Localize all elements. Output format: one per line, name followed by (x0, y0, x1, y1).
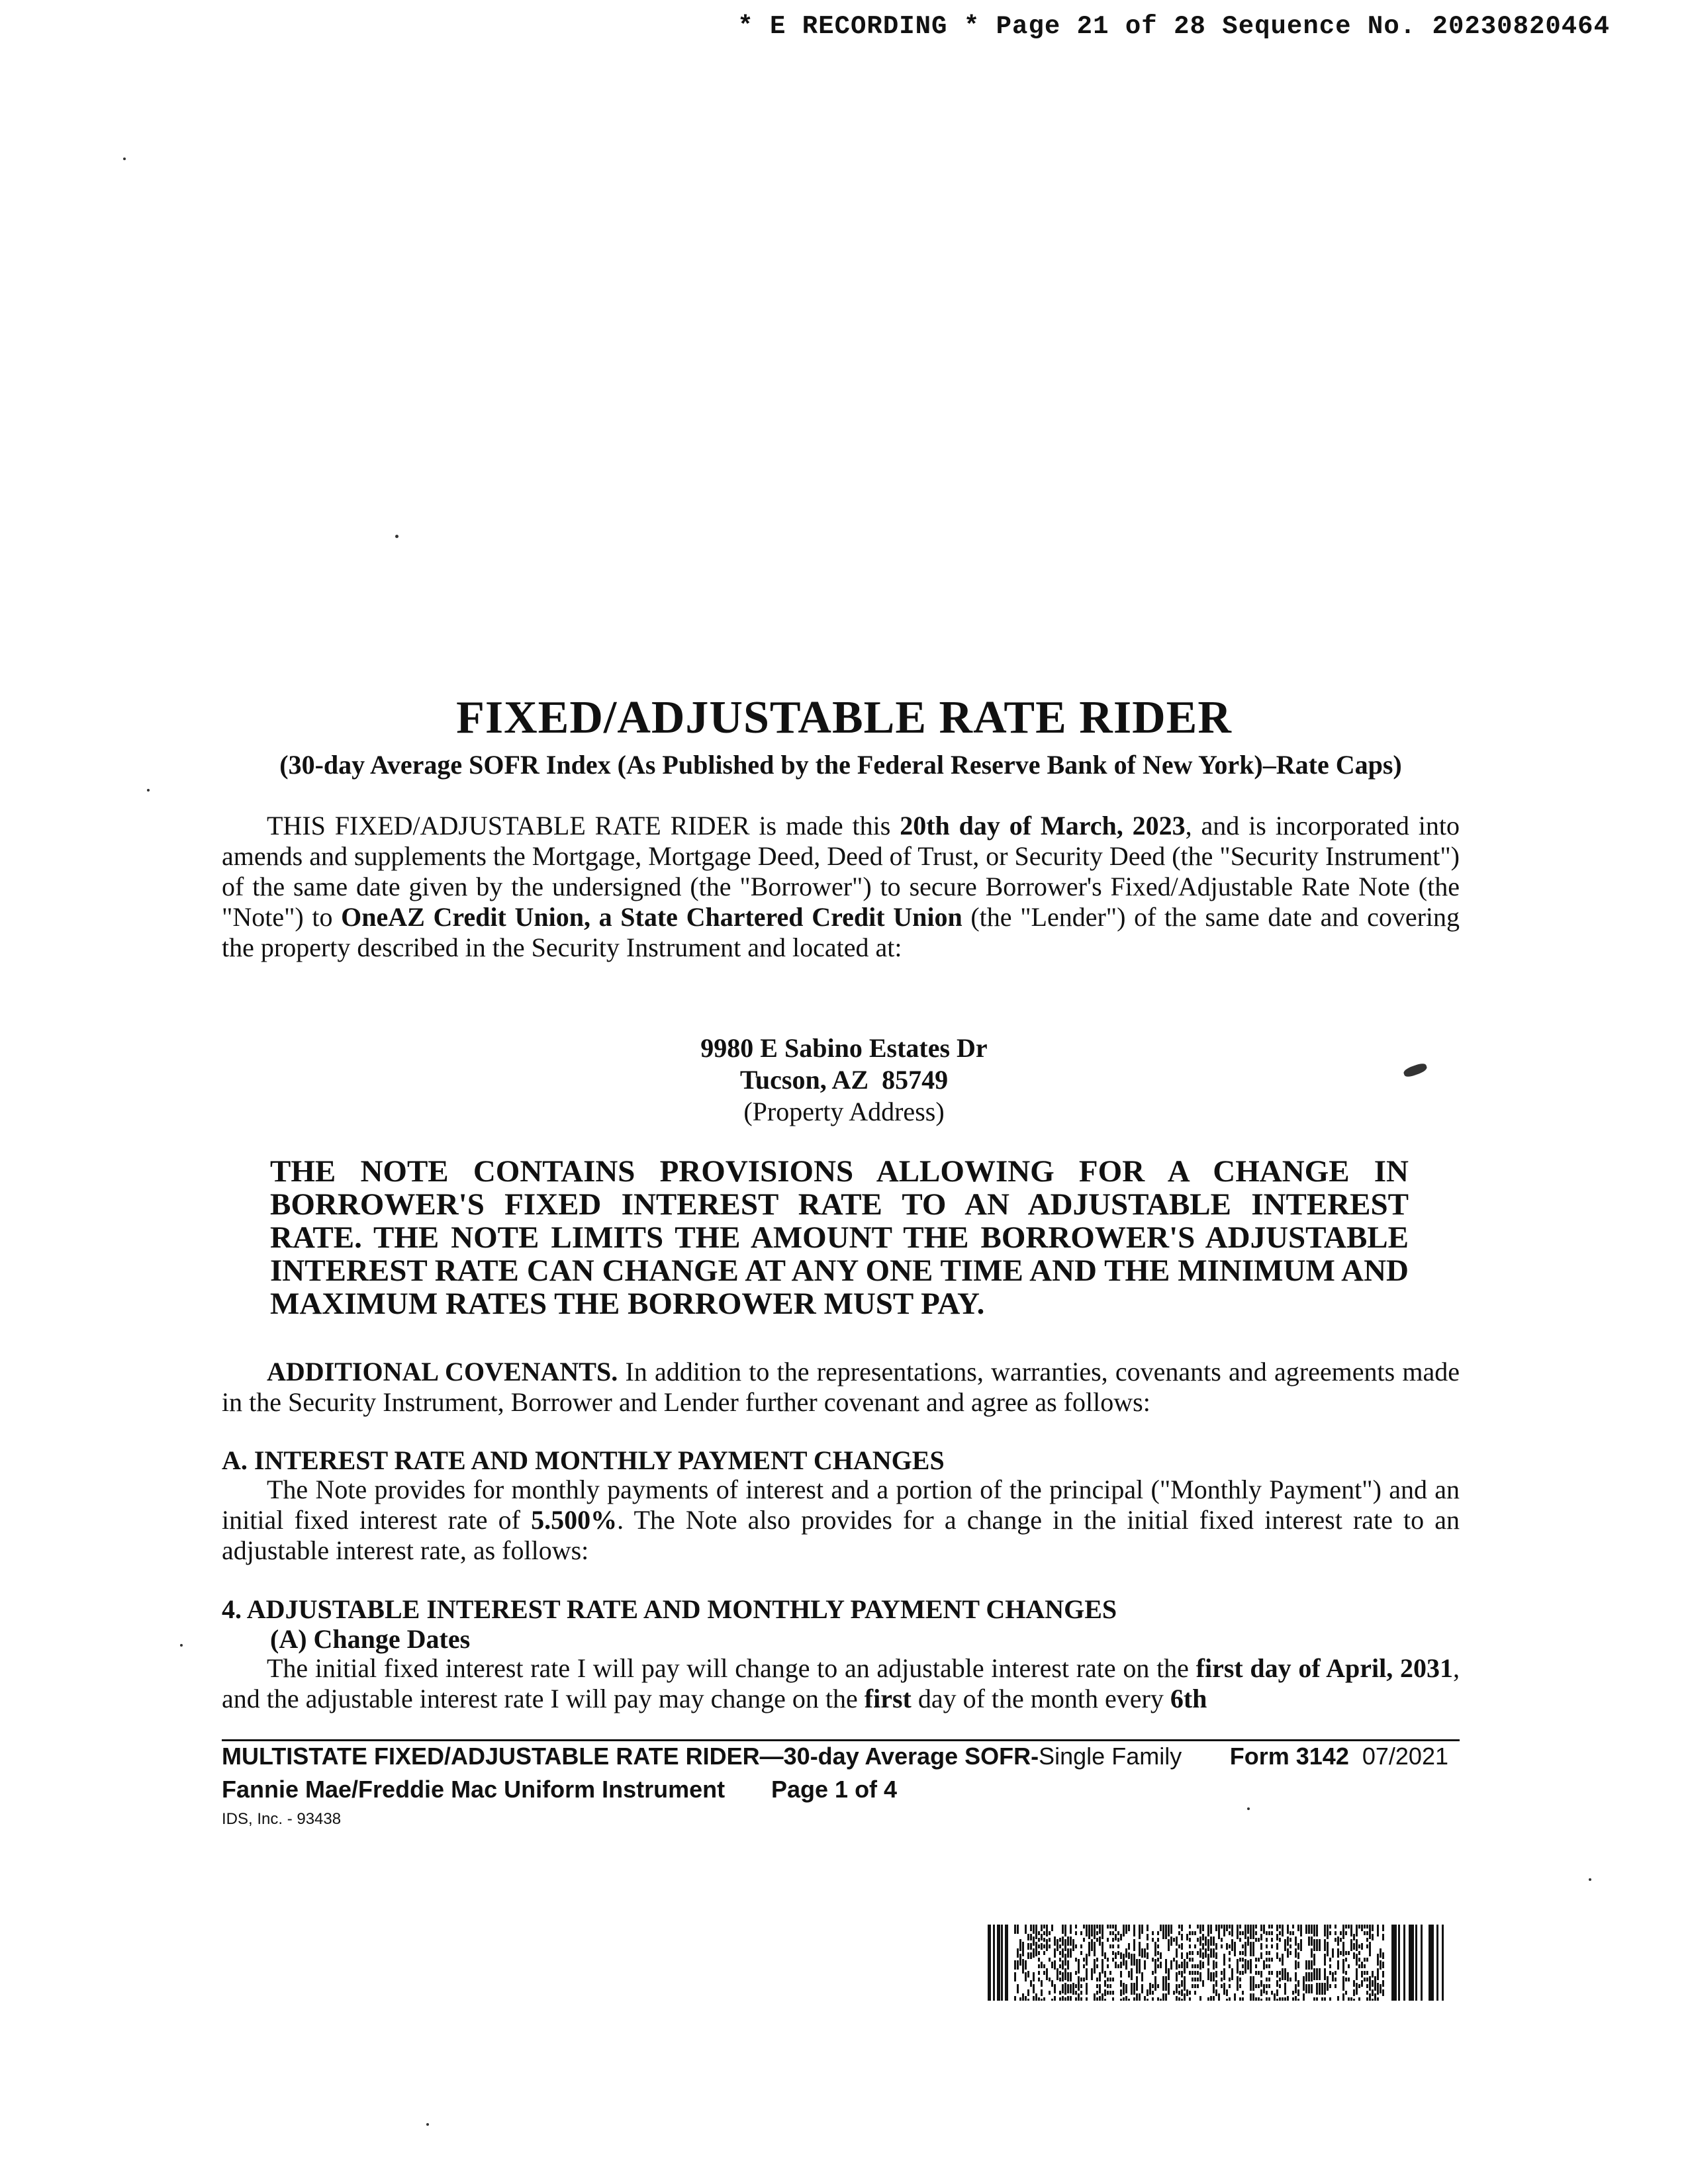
scan-speck (1589, 1878, 1591, 1881)
rider-date: 20th day of March, 2023 (900, 811, 1186, 841)
section-a-heading: A. INTEREST RATE AND MONTHLY PAYMENT CHANGES (222, 1445, 945, 1475)
intro-text-3: (the "Lender") of the same date and covering the property described in the Security Instrument and located at: (222, 902, 1460, 962)
recording-stamp: * E RECORDING * Page 21 of 28 Sequence No. 20230820464 (737, 12, 1610, 41)
document-title: FIXED/ADJUSTABLE RATE RIDER (456, 692, 1232, 743)
form-date: 07/2021 (1362, 1743, 1448, 1770)
scan-speck (395, 535, 399, 538)
intro-paragraph (222, 811, 1460, 963)
covenants-lead: ADDITIONAL COVENANTS. (267, 1357, 618, 1387)
section-4-text-3: day of the month every (911, 1684, 1170, 1713)
scan-speck (426, 2123, 429, 2126)
change-interval: 6th (1170, 1684, 1207, 1713)
scan-speck (123, 158, 126, 160)
lender-name: OneAZ Credit Union, a State Chartered Credit Union (341, 902, 962, 932)
intro-text-2: , and is incorporated into amends and supplements the Mortgage, Mortgage Deed, Deed of Trust, or Security Deed (the "Security Instrument") of the same date given by the undersigned (the "Borrower") to secure Borrower's Fixed/Adjustable Rate Note (the "Note") to (222, 811, 1460, 932)
footer-title-bold: MULTISTATE FIXED/ADJUSTABLE RATE RIDER—30-day Average SOFR- (222, 1743, 1039, 1770)
barcode-image (988, 1925, 1444, 2001)
scan-speck (1247, 1807, 1250, 1810)
section-4-heading: 4. ADJUSTABLE INTEREST RATE AND MONTHLY PAYMENT CHANGES (222, 1594, 1117, 1624)
scan-speck (147, 789, 150, 792)
address-line-1: 9980 E Sabino Estates Dr (700, 1033, 988, 1063)
document-subtitle: (30-day Average SOFR Index (As Published by the Federal Reserve Bank of New York)–Rate Caps) (279, 750, 1402, 780)
notice-paragraph: THE NOTE CONTAINS PROVISIONS ALLOWING FOR A CHANGE IN BORROWER'S FIXED INTEREST RATE TO AN ADJUSTABLE INTEREST RATE. THE NOTE LIMITS THE AMOUNT THE BORROWER'S ADJUSTABLE INTEREST RATE CAN CHANGE AT ANY ONE TIME AND THE MINIMUM AND MAXIMUM RATES THE BORROWER MUST PAY. (270, 1154, 1409, 1321)
address-caption: (Property Address) (743, 1097, 945, 1126)
footer-page-number: Page 1 of 4 (771, 1776, 898, 1803)
footer-form-title (222, 1743, 1182, 1770)
covenants-text: In addition to the representations, warranties, covenants and agreements made in the Security Instrument, Borrower and Lender further covenant and agree as follows: (222, 1357, 1460, 1417)
change-day: first (864, 1684, 912, 1713)
section-a-text-2: . The Note also provides for a change in the initial fixed interest rate to an adjustable interest rate, as follows: (222, 1505, 1460, 1565)
form-number: Form 3142 (1229, 1743, 1349, 1770)
address-line-2: Tucson, AZ 85749 (739, 1065, 949, 1095)
covenants-paragraph (222, 1357, 1460, 1418)
footer-title-normal: Single Family (1039, 1743, 1182, 1770)
property-address (0, 1032, 1688, 1128)
footer-uniform-instrument: Fannie Mae/Freddie Mac Uniform Instrument (222, 1776, 726, 1803)
change-dates-heading: (A) Change Dates (270, 1624, 471, 1654)
footer-vendor-id: IDS, Inc. - 93438 (222, 1810, 342, 1828)
section-4-text-2: , and the adjustable interest rate I will pay may change on the (222, 1653, 1460, 1713)
section-a-paragraph (222, 1475, 1460, 1566)
scan-speck (180, 1644, 183, 1647)
intro-text-1: THIS FIXED/ADJUSTABLE RATE RIDER is made this (267, 811, 900, 841)
change-dates-paragraph (222, 1653, 1460, 1714)
footer-divider (222, 1739, 1460, 1741)
initial-rate: 5.500% (531, 1505, 618, 1535)
section-4-text-1: The initial fixed interest rate I will pay will change to an adjustable interest rate on the (267, 1653, 1196, 1683)
first-change-date: first day of April, 2031 (1196, 1653, 1453, 1683)
footer-form-number (1230, 1743, 1448, 1770)
section-a-text-1: The Note provides for monthly payments of interest and a portion of the principal ("Monthly Payment") and an initial fixed interest rate of (222, 1475, 1460, 1535)
